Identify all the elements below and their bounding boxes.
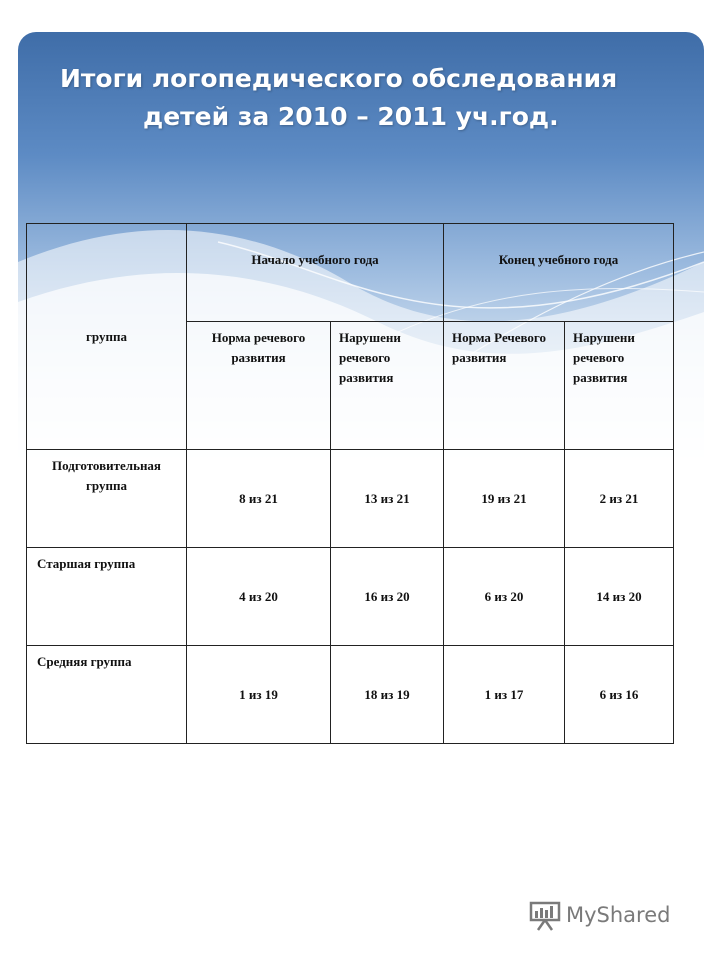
subheader-start-norm (187, 322, 331, 450)
table-row (27, 646, 674, 744)
cell-start-disorder: 18 из 19 (331, 646, 444, 744)
row-group-label: Подготовительная группа (52, 458, 161, 493)
cell-start-disorder: 13 из 21 (331, 450, 444, 548)
period-start-label: Начало учебного года (251, 252, 379, 267)
slide-title (0, 60, 720, 136)
title-line-1: Итоги логопедического обследования (60, 64, 618, 93)
cell-start-norm: 4 из 20 (187, 548, 331, 646)
cell-end-norm: 19 из 21 (444, 450, 565, 548)
cell-end-norm: 6 из 20 (444, 548, 565, 646)
cell-start-norm: 1 из 19 (187, 646, 331, 744)
subheader-start-norm-label: Норма речевого развития (211, 330, 306, 365)
subheader-end-norm (444, 322, 565, 450)
presentation-board-icon (528, 899, 562, 931)
subheader-start-disorder-label: Нарушени речевого развития (339, 330, 401, 385)
table-row (27, 450, 674, 548)
table-row (27, 548, 674, 646)
myshared-watermark (528, 898, 670, 932)
subheader-end-norm-label: Норма Речевого развития (452, 330, 547, 365)
title-line-2: детей за 2010 – 2011 уч.год. (143, 102, 559, 131)
row-group-label: Старшая группа (37, 556, 136, 571)
cell-end-norm: 1 из 17 (444, 646, 565, 744)
group-column-header (27, 224, 187, 450)
subheader-end-disorder (565, 322, 674, 450)
subheader-end-disorder-label: Нарушени речевого развития (573, 330, 635, 385)
cell-start-disorder: 16 из 20 (331, 548, 444, 646)
row-group-name (27, 646, 187, 744)
cell-end-disorder: 2 из 21 (565, 450, 674, 548)
watermark-brand: MyShared (566, 903, 671, 927)
results-table (26, 223, 674, 744)
cell-end-disorder: 14 из 20 (565, 548, 674, 646)
cell-start-norm: 8 из 21 (187, 450, 331, 548)
row-group-name (27, 548, 187, 646)
period-end-header (444, 224, 674, 322)
row-group-label: Средняя группа (37, 654, 132, 669)
period-end-label: Конец учебного года (498, 252, 619, 267)
subheader-start-disorder (331, 322, 444, 450)
group-header-label: группа (86, 328, 127, 344)
cell-end-disorder: 6 из 16 (565, 646, 674, 744)
row-group-name (27, 450, 187, 548)
period-start-header (187, 224, 444, 322)
